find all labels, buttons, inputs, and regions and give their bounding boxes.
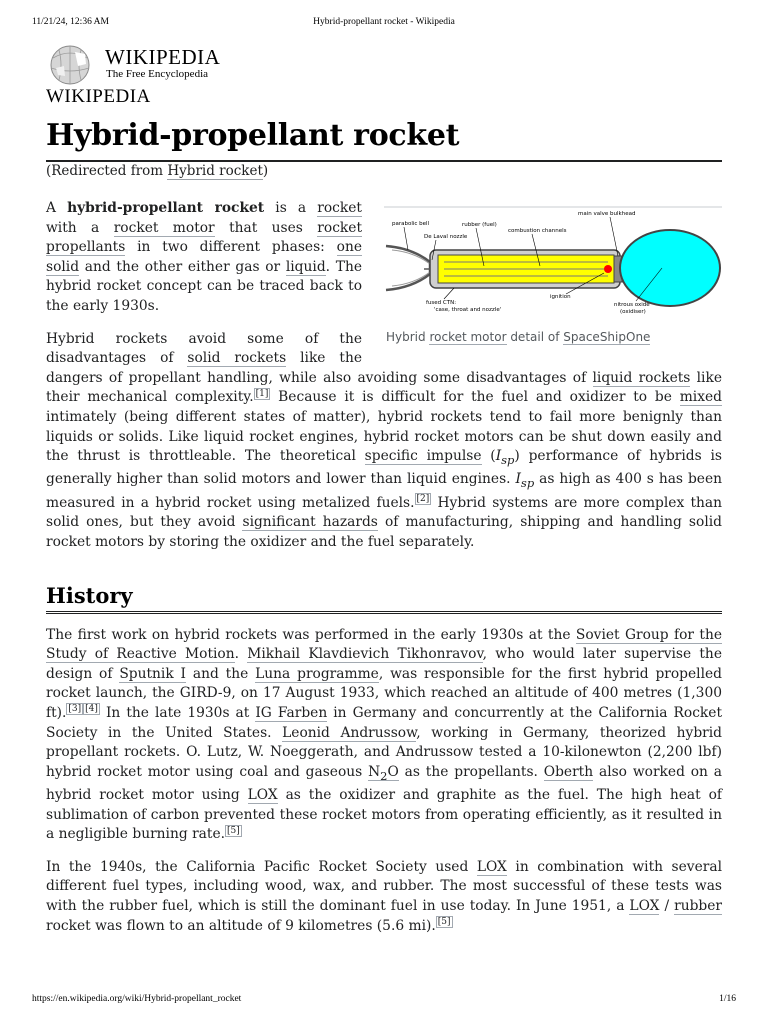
label-nitrous-oxide: nitrous oxide — [614, 302, 650, 308]
citation-5[interactable]: [5] — [437, 917, 451, 928]
section-heading-history: History — [46, 583, 722, 614]
link-liquid[interactable]: liquid — [285, 258, 326, 275]
label-fused-ctn: fused CTN: — [426, 300, 457, 306]
label-oxidiser: (oxidiser) — [620, 309, 646, 315]
link-rocket-propellants[interactable]: rocket propellants — [46, 219, 362, 256]
link-one-solid[interactable]: one solid — [46, 239, 362, 275]
advantages-paragraph: Hybrid rockets avoid some of the disadvantages of solid rockets like the dangers of propellant handling, while also avoiding some disadvantages of liquid rockets like their mechanical complexity. [1] Because it is difficult for the fuel and oxidizer to be mixed intimately (being different states of matter), hybrid rockets tend to fail more benignly than liquids or solids. Like liquid rocket engines, hybrid rocket motors can be shut down easily and the thrust is throttleable. The theoretical specific impulse $(I_{sp})$ performance of hybrids is generally higher than solid motors and lower than liquid engines. $I_{sp}$ as high as 400 s has been measured in a hybrid rocket using metalized fuels. [2] Hybrid systems are more complex than solid ones, but they avoid significant hazards of manufacturing, shipping and handling solid rocket motors by storing the oxidizer and the fuel separately. — [46, 330, 723, 550]
wikipedia-tagline: The Free Encyclopedia — [106, 68, 209, 80]
redirect-notice — [46, 163, 268, 179]
hybrid-rocket-motor-diagram[interactable] — [384, 206, 722, 320]
citation-1[interactable]: [1] — [255, 388, 269, 399]
history-paragraph-1: The first work on hybrid rockets was performed in the early 1930s at the Soviet Group for the Study of Reactive Motion. Mikhail Klavdievich Tikhonravov, who would later supervise the design of Sputnik I and the Luna programme, was responsible for the first hybrid propelled rocket launch, the GIRD-9, on 17 August 1933, which reached an altitude of 400 metres (1,300 ft). [3] [4] In the late 1930s at IG Farben in Germany and concurrently at the California Rocket Society in the United States. Leonid Andrussow, working in Germany, theorized hybrid propellant rockets. O. Lutz, W. Noeggerath, and Andrussow tested a 10-kilonewton (2,200 lbf) hybrid rocket motor using coal and gaseous $N_2O$ as the propellants. Oberth also worked on a hybrid rocket motor using LOX as the oxidizer and graphite as the fuel. The high heat of sublimation of carbon prevented these rocket motors from operating efficiently, as it resulted in a negligible burning rate. [5] — [46, 626, 723, 843]
link-specific-impulse[interactable]: specific impulse — [364, 448, 482, 465]
citation-5[interactable]: [5] — [227, 825, 240, 836]
caption-text: detail of — [506, 330, 564, 344]
caption-link-spaceshipone[interactable]: SpaceShipOne — [563, 330, 651, 344]
infobox-figure — [384, 206, 722, 348]
link-mixed[interactable]: mixed — [679, 389, 722, 406]
math-isp: $I_{sp}$ — [495, 448, 515, 467]
link-ig-farben[interactable]: IG Farben — [255, 704, 328, 721]
wikipedia-wordmark-header[interactable]: WIKIPEDIA — [46, 86, 151, 107]
label-main-valve-bulkhead: main valve bulkhead — [578, 211, 636, 217]
print-datetime: 11/21/24, 12:36 AM — [32, 17, 109, 27]
label-de-laval-nozzle: De Laval nozzle — [424, 234, 468, 240]
link-rubber[interactable]: rubber — [674, 898, 723, 915]
label-case-throat-nozzle: 'case, throat and nozzle' — [434, 307, 502, 313]
caption-link-rocket-motor[interactable]: rocket motor — [429, 330, 507, 344]
print-footer — [32, 994, 736, 1008]
label-parabolic-bell: parabolic bell — [392, 221, 430, 227]
citation-3[interactable]: [3] — [68, 704, 82, 715]
wikipedia-globe-icon[interactable] — [45, 44, 95, 86]
link-rocket[interactable]: rocket — [317, 200, 362, 216]
link-oberth[interactable]: Oberth — [543, 763, 594, 780]
history-paragraph-2: In the 1940s, the California Pacific Rocket Society used LOX in combination with several different fuel types, including wood, wax, and rubber. The most successful of these tests was with the rubber fuel, which is still the dominant fuel in use today. In June 1951, a LOX / rubber rocket was flown to an altitude of 9 kilometres (5.6 mi). [5] — [46, 858, 723, 934]
title-divider — [46, 160, 722, 162]
link-luna-programme[interactable]: Luna programme — [255, 665, 379, 682]
label-combustion-channels: combustion channels — [508, 228, 567, 234]
link-tikhonravov[interactable]: Mikhail Klavdievich Tikhonravov — [247, 646, 483, 663]
label-ignition: ignition — [550, 294, 571, 300]
link-solid-rockets[interactable]: solid rockets — [187, 350, 287, 367]
bold-term: hybrid-propellant rocket — [67, 200, 265, 216]
link-sputnik-i[interactable]: Sputnik I — [119, 665, 187, 682]
wikipedia-wordmark[interactable]: WIKIPEDIA — [105, 45, 221, 69]
print-header — [32, 17, 736, 31]
caption-text: Hybrid — [386, 330, 430, 344]
citation-2[interactable]: [2] — [416, 494, 430, 505]
print-url: https://en.wikipedia.org/wiki/Hybrid-propellant_rocket — [32, 994, 242, 1004]
link-liquid-rockets[interactable]: liquid rockets — [592, 369, 691, 386]
figure-caption — [384, 328, 722, 348]
intro-paragraph: A hybrid-propellant rocket is a rocket with a rocket motor that uses rocket propellants in two different phases: one solid and the other either gas or liquid. The hybrid rocket concept can be traced back to the early 1930s. — [46, 200, 363, 314]
link-lox[interactable]: LOX — [629, 898, 660, 915]
redirect-suffix: ) — [262, 163, 269, 179]
redirect-link[interactable]: Hybrid rocket — [167, 163, 263, 179]
print-tab-title: Hybrid-propellant rocket - Wikipedia — [313, 17, 455, 27]
link-leonid-andrussow[interactable]: Leonid Andrussow — [282, 724, 417, 741]
link-lox[interactable]: LOX — [476, 858, 507, 875]
link-rocket-motor[interactable]: rocket motor — [113, 219, 215, 236]
link-nitrous-oxide[interactable]: $N_2O$ — [368, 763, 399, 783]
print-page-number: 1/16 — [719, 994, 736, 1004]
math-isp: $I_{sp}$ — [515, 471, 535, 491]
link-significant-hazards[interactable]: significant hazards — [242, 514, 378, 531]
link-gird[interactable]: Soviet Group for the Study of Reactive Motion — [46, 626, 722, 663]
citation-4[interactable]: [4] — [85, 704, 98, 715]
link-lox[interactable]: LOX — [247, 787, 278, 804]
redirect-prefix: (Redirected from — [46, 163, 168, 179]
label-rubber-fuel: rubber (fuel) — [462, 222, 497, 228]
article-body — [46, 199, 722, 949]
page-title: Hybrid-propellant rocket — [46, 118, 460, 153]
